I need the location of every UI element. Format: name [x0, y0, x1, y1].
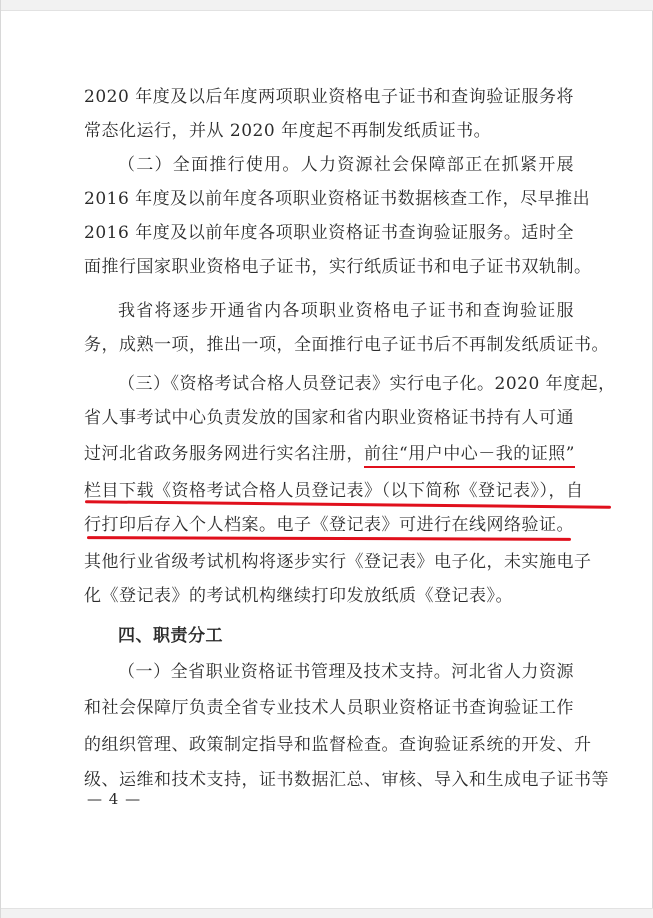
red-underline-annotation: [87, 536, 571, 541]
paragraph-line: 我省将逐步开通省内各项职业资格电子证书和查询验证服: [118, 301, 574, 321]
viewer-bottom-edge: [1, 908, 653, 918]
paragraph-line: 和社会保障厅负责全省专业技术人员职业资格证书查询验证工作: [84, 698, 574, 718]
page-number: — 4 —: [87, 790, 142, 808]
paragraph-line: 级、运维和技术支持，证书数据汇总、审核、导入和生成电子证书等: [84, 770, 609, 790]
paragraph-line: 栏目下载《资格考试合格人员登记表》（以下简称《登记表》），自: [84, 481, 584, 501]
paragraph-line: 省人事考试中心负责发放的国家和省内职业资格证书持有人可通: [84, 408, 574, 428]
paragraph-line: 其他行业省级考试机构将逐步实行《登记表》电子化，未实施电子: [84, 552, 592, 572]
viewer-top-edge: [1, 0, 653, 11]
paragraph-line: 的组织管理、政策制定指导和监督检查。查询验证系统的开发、升: [84, 735, 592, 755]
paragraph-line: 务，成熟一项，推出一项，全面推行电子证书后不再制发纸质证书。: [84, 335, 609, 355]
paragraph-line: 2020 年度及以后年度两项职业资格电子证书和查询验证服务将: [84, 87, 574, 107]
paragraph-line: （一）全省职业资格证书管理及技术支持。河北省人力资源: [118, 662, 574, 682]
section-heading: 四、职责分工: [118, 626, 223, 646]
line-text: 过河北省政务服务网进行实名注册，: [84, 444, 364, 464]
paragraph-line: 2016 年度及以前年度各项职业资格证书数据核查工作，尽早推出: [84, 189, 591, 209]
paragraph-line: （三）《资格考试合格人员登记表》实行电子化。2020 年度起，: [118, 374, 616, 394]
paragraph-line: 行打印后存入个人档案。电子《登记表》可进行在线网络验证。: [84, 515, 574, 535]
paragraph-line: 2016 年度及以前年度各项职业资格证书查询验证服务。适时全: [84, 223, 574, 243]
paragraph-line: 面推行国家职业资格电子证书，实行纸质证书和电子证书双轨制。: [84, 257, 592, 277]
paragraph-line-with-highlight: [84, 443, 574, 465]
highlighted-text: 前往“用户中心－我的证照”: [364, 444, 575, 468]
paragraph-line: 常态化运行，并从 2020 年度起不再制发纸质证书。: [84, 121, 492, 141]
paragraph-line: 化《登记表》的考试机构继续打印发放纸质《登记表》。: [84, 586, 513, 606]
paragraph-line: （二）全面推行使用。人力资源社会保障部正在抓紧开展: [118, 155, 574, 175]
